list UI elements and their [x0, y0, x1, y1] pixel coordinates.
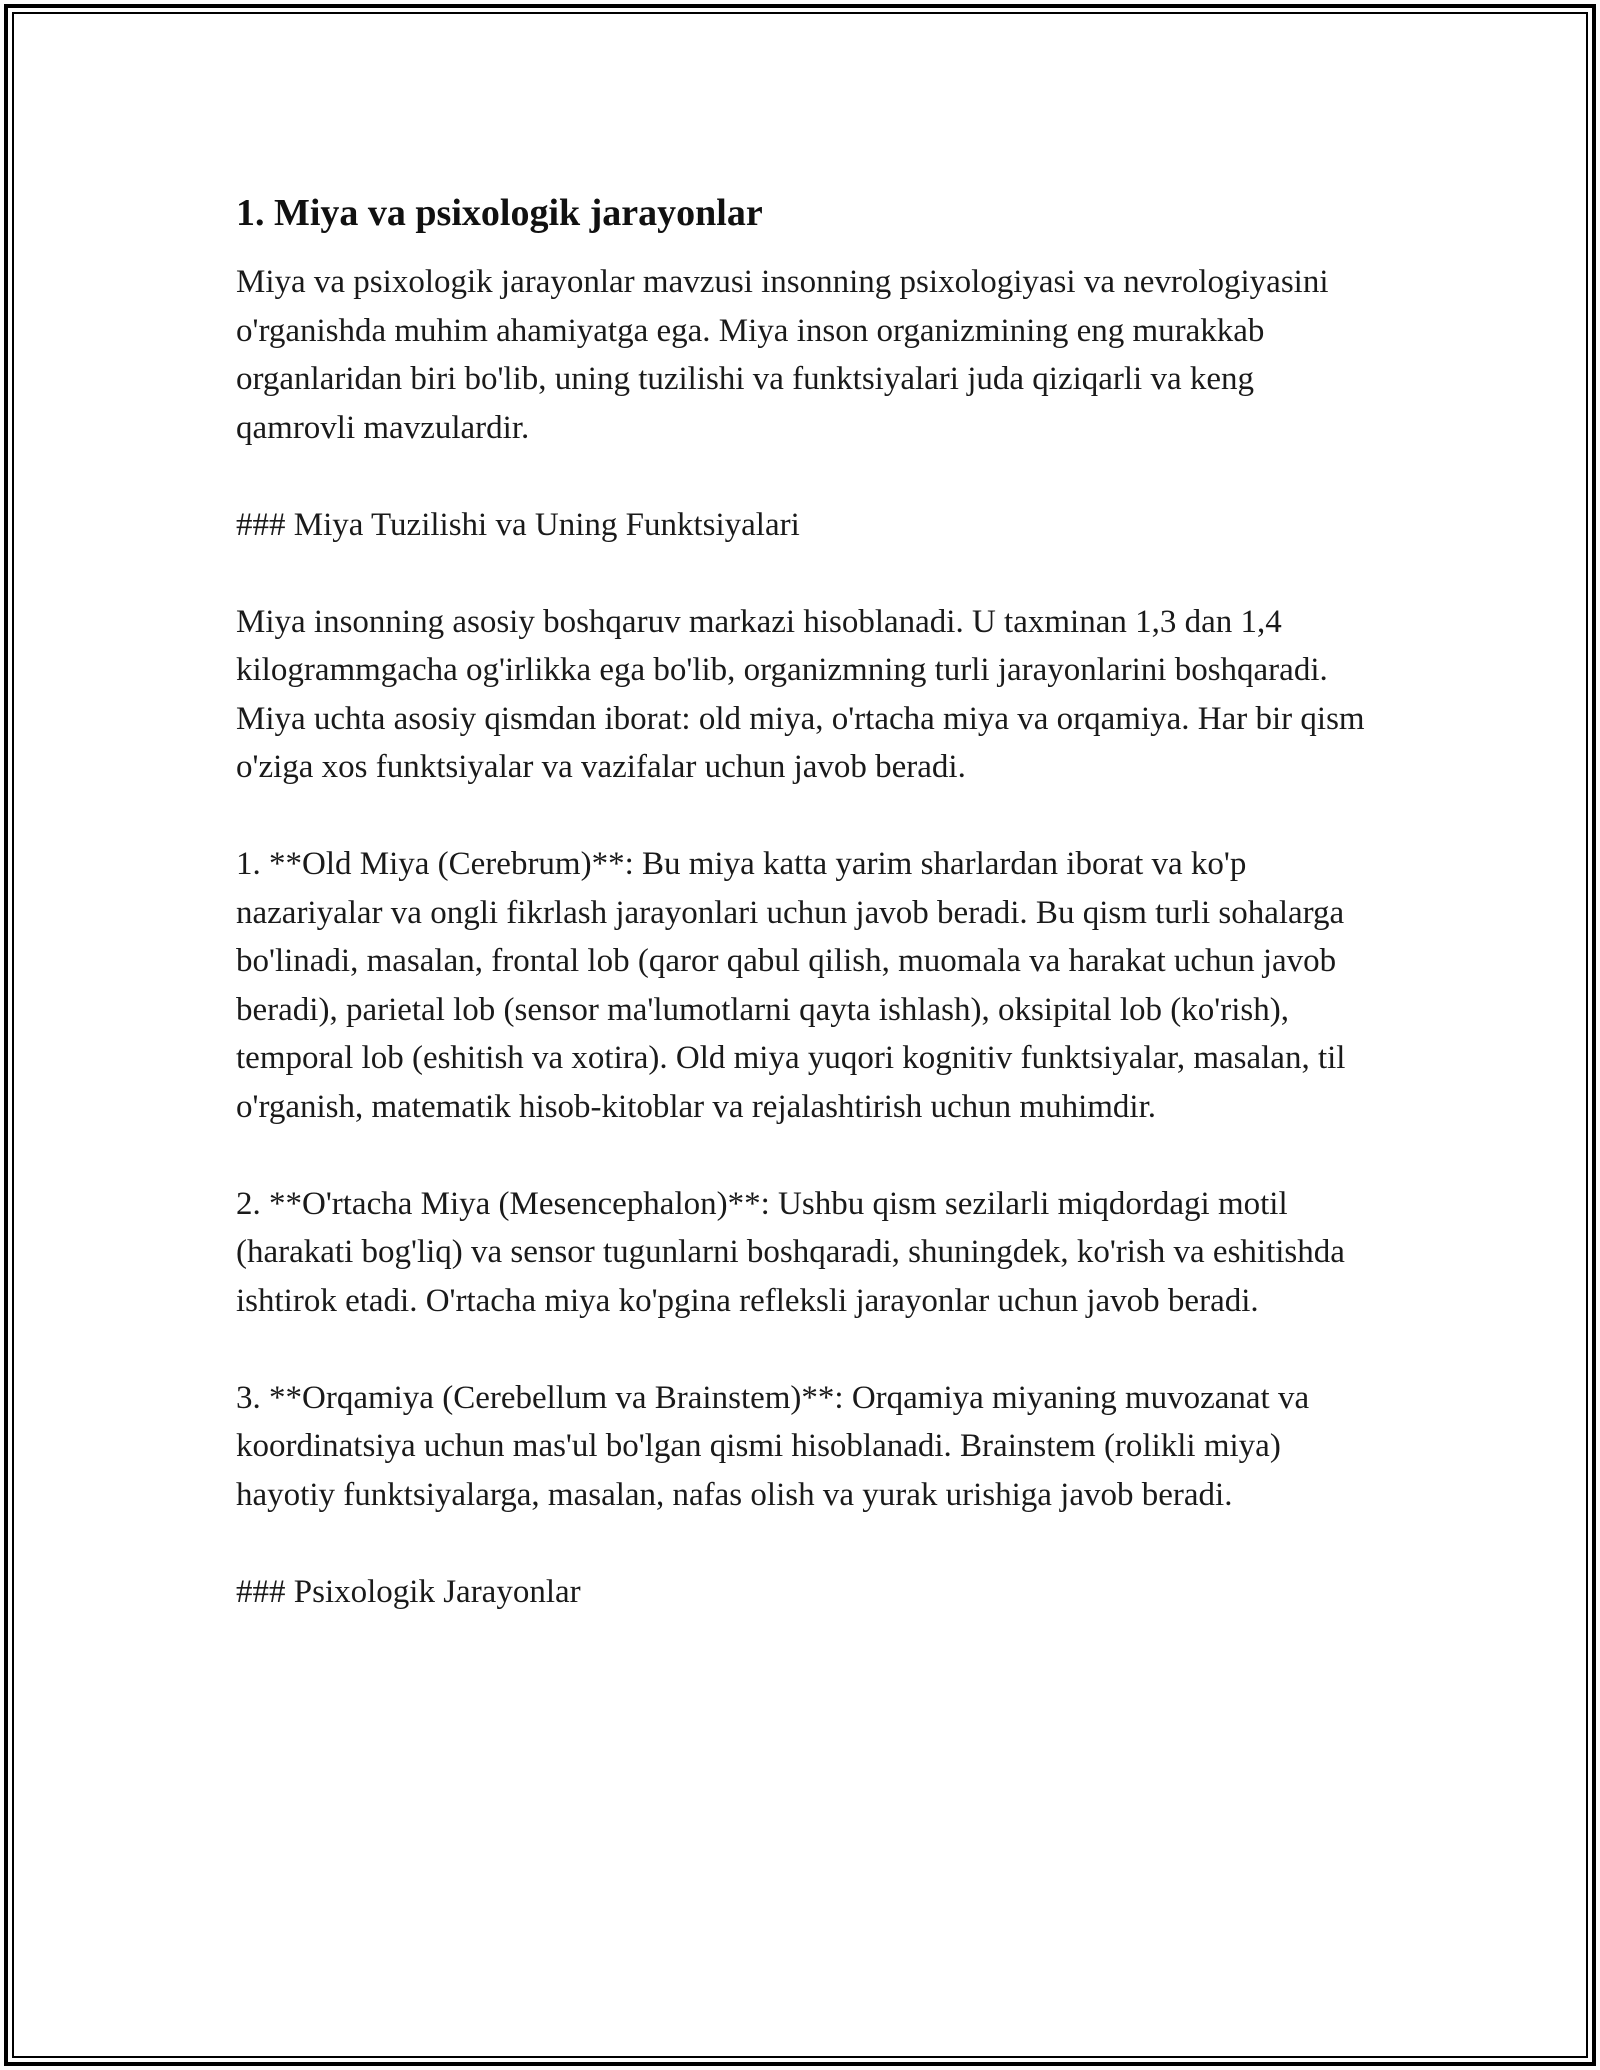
- intro-paragraph: Miya va psixologik jarayonlar mavzusi insonning psixologiyasi va nevrologiyasini o'rganishda muhim ahamiyatga ega. Miya inson organizmining eng murakkab organlaridan biri bo'lib, uning tuzilishi va funktsiyalari juda qiziqarli va keng qamrovli mavzulardir.: [236, 264, 1329, 446]
- list-item-cerebrum: 1. **Old Miya (Cerebrum)**: Bu miya katta yarim sharlardan iborat va ko'p nazariyalar va ongli fikrlash jarayonlari uchun javob beradi. Bu qism turli sohalarga bo'linadi, masalan, frontal lob (qaror qabul qilish, muomala va harakat uchun javob beradi), parietal lob (sensor ma'lumotlarni qayta ishlash), oksipital lob (ko'rish), temporal lob (eshitish va xotira). Old miya yuqori kognitiv funktsiyalar, masalan, til o'rganish, matematik hisob-kitoblar va rejalashtirish uchun muhimdir.: [236, 846, 1346, 1125]
- section-heading-processes: ### Psixologik Jarayonlar: [236, 1573, 581, 1610]
- document-body: [236, 186, 1376, 1665]
- section-heading-structure: ### Miya Tuzilishi va Uning Funktsiyalari: [236, 506, 800, 543]
- document-title: 1. Miya va psixologik jarayonlar: [236, 192, 763, 234]
- list-item-mesencephalon: 2. **O'rtacha Miya (Mesencephalon)**: Ushbu qism sezilarli miqdordagi motil (harakati bog'liq) va sensor tugunlarni boshqaradi, shuningdek, ko'rish va eshitishda ishtirok etadi. O'rtacha miya ko'pgina refleksli jarayonlar uchun javob beradi.: [236, 1185, 1345, 1319]
- list-item-cerebellum: 3. **Orqamiya (Cerebellum va Brainstem)**: Orqamiya miyaning muvozanat va koordinatsiya uchun mas'ul bo'lgan qismi hisoblanadi. Brainstem (rolikli miya) hayotiy funktsiyalarga, masalan, nafas olish va yurak urishiga javob beradi.: [236, 1379, 1310, 1513]
- structure-paragraph: Miya insonning asosiy boshqaruv markazi hisoblanadi. U taxminan 1,3 dan 1,4 kilogrammgacha og'irlikka ega bo'lib, organizmning turli jarayonlarini boshqaradi. Miya uchta asosiy qismdan iborat: old miya, o'rtacha miya va orqamiya. Har bir qism o'ziga xos funktsiyalar va vazifalar uchun javob beradi.: [236, 603, 1365, 785]
